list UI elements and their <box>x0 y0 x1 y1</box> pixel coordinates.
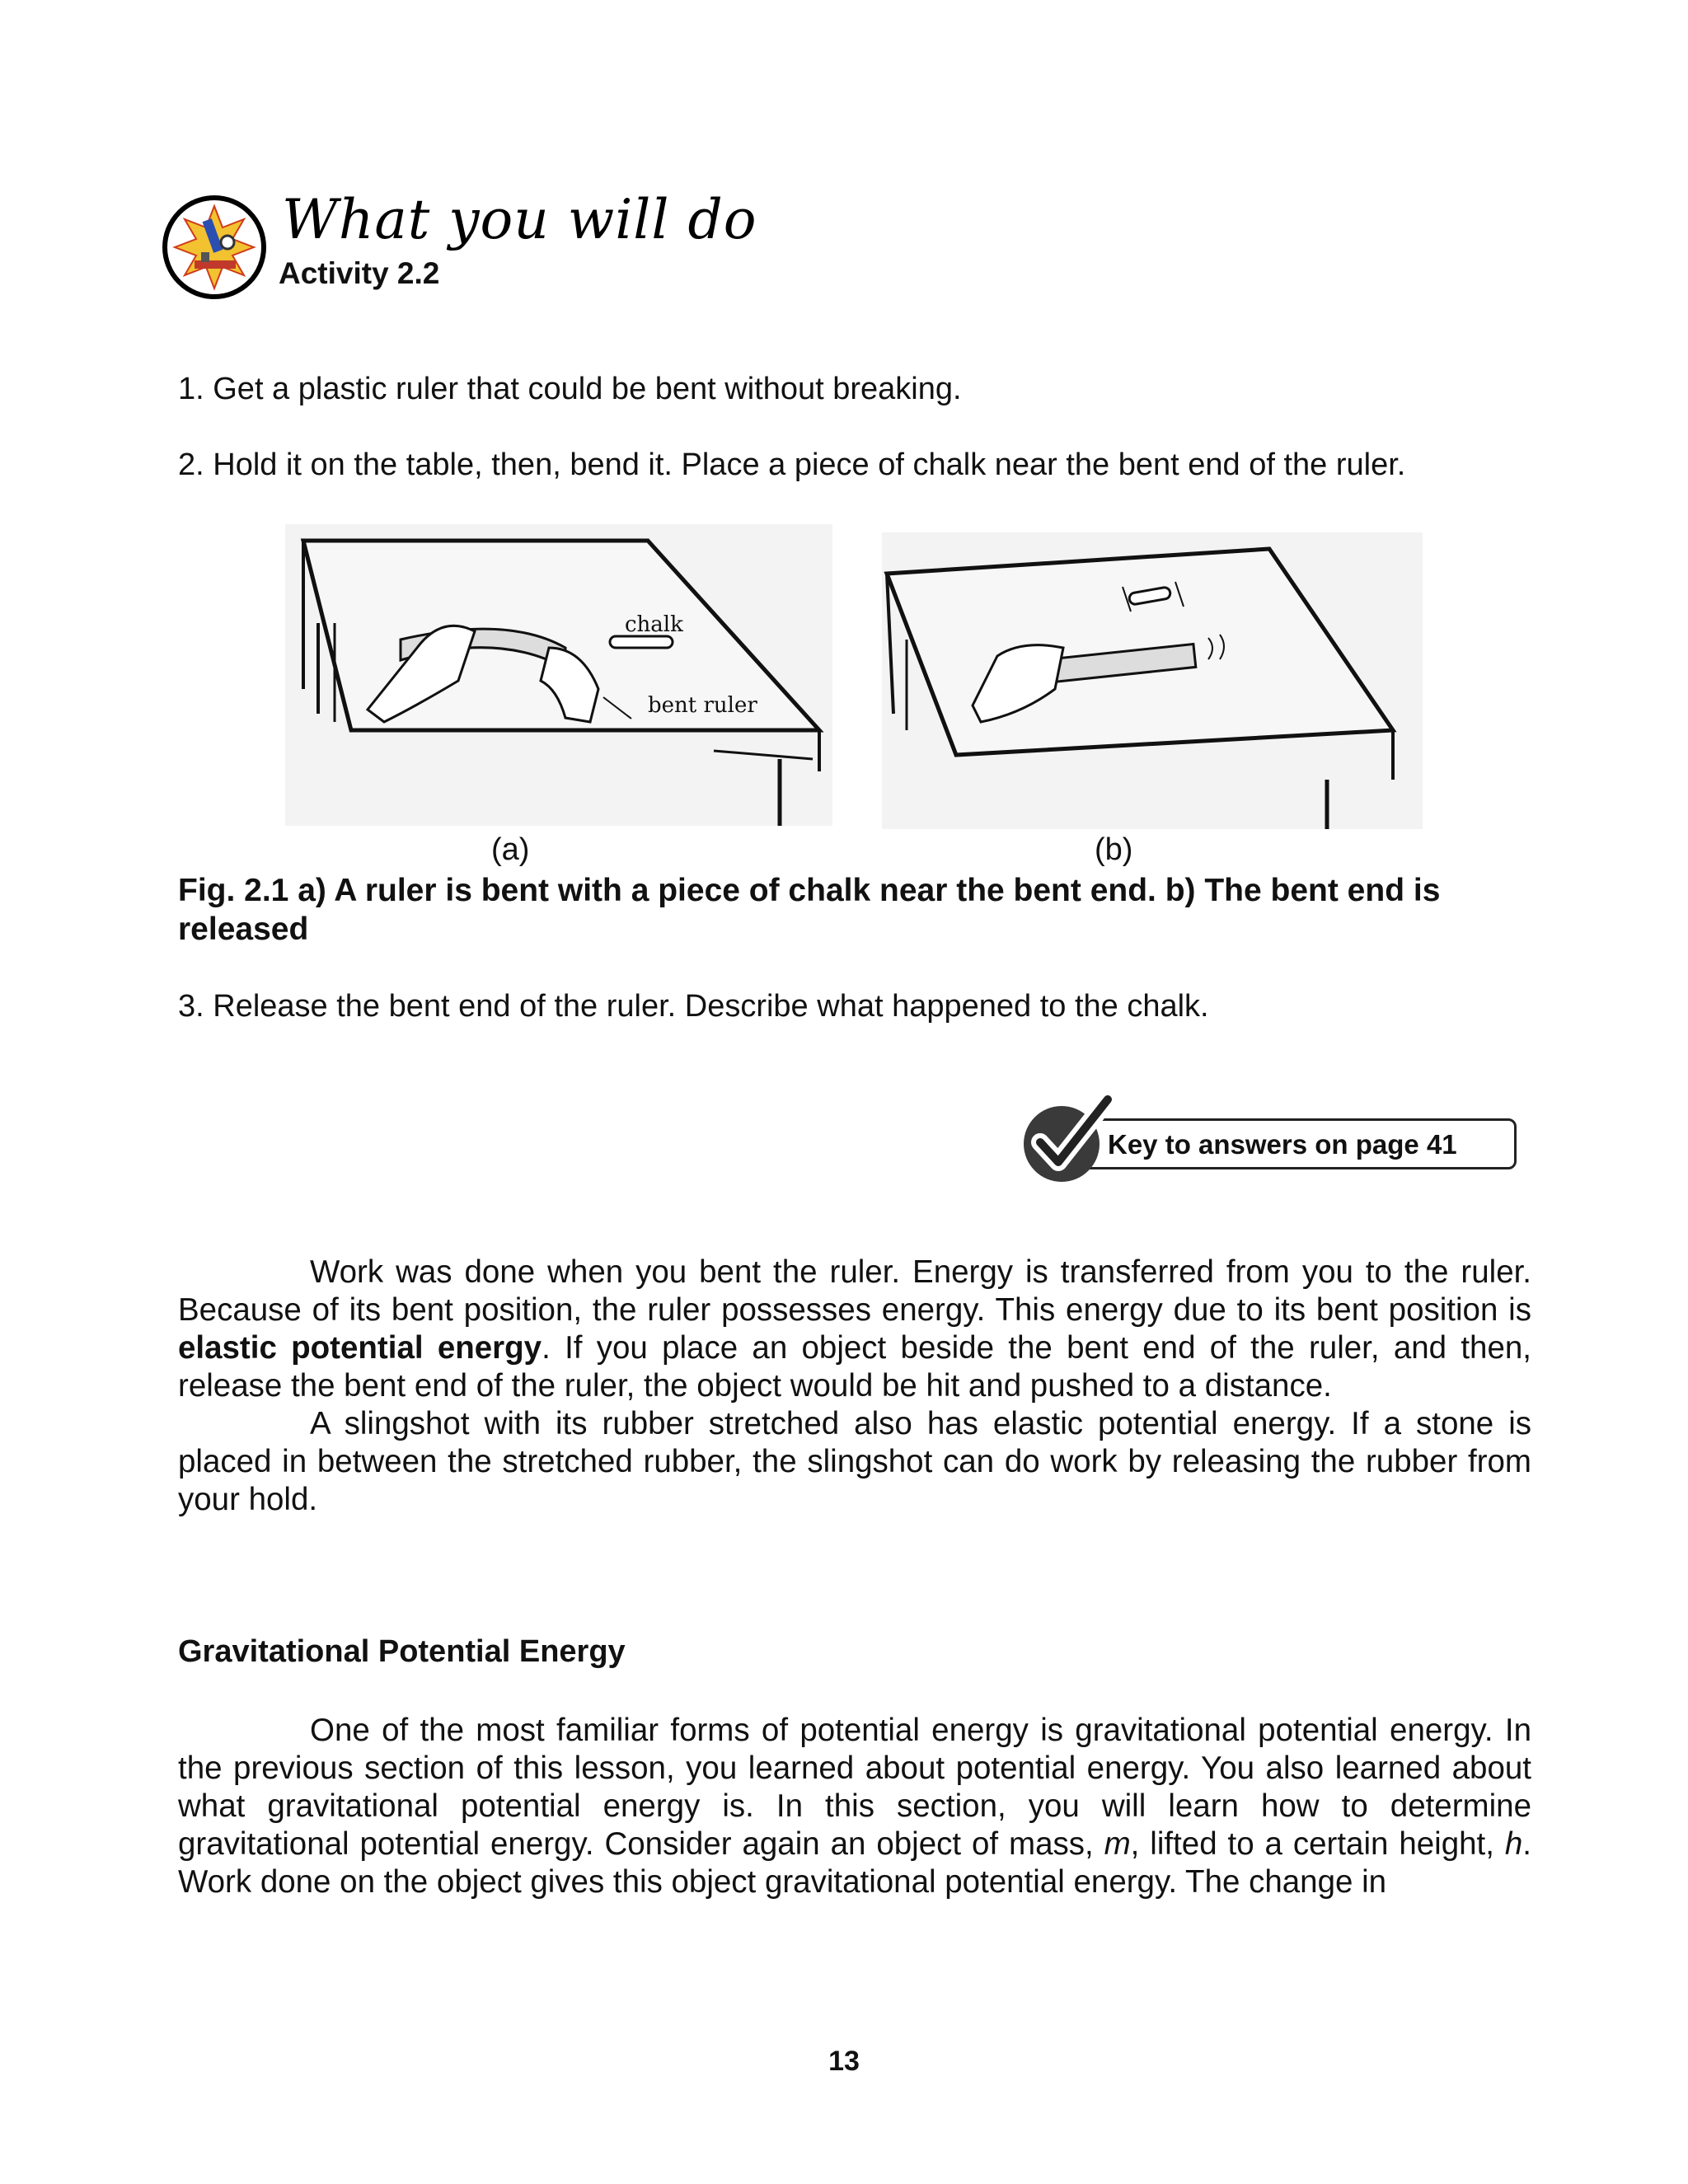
figure-caption: Fig. 2.1 a) A ruler is bent with a piece of chalk near the bent end. b) The bent end is released <box>178 873 1441 947</box>
figure-a-label: (a) <box>491 832 530 867</box>
paragraph-text: Work was done when you bent the ruler. Energy is transferred from you to the ruler. Because of its bent position, the ruler possesses energy. This energy due to its bent position is <box>178 1254 1531 1328</box>
microscope-badge-icon <box>162 194 267 300</box>
bent-ruler-label: bent ruler <box>648 693 757 718</box>
body-text-elastic <box>178 1254 1531 1519</box>
answer-key-text: Key to answers on page 41 <box>1108 1129 1457 1160</box>
figure-a-illustration <box>285 524 832 826</box>
checkmark-icon <box>1019 1088 1118 1187</box>
paragraph-text: One of the most familiar forms of potential energy is gravitational potential energy. In the previous section of this lesson, you learned about potential energy. You also learned about what gravitational potential energy is. In this section, you will learn how to determine gravitational potential energy. Consider again an object of mass, <box>178 1713 1531 1862</box>
paragraph-text: , lifted to a certain height, <box>1130 1826 1505 1862</box>
paragraph-slingshot: A slingshot with its rubber stretched also has elastic potential energy. If a stone is placed in between the stretched rubber, the slingshot can do work by releasing the rubber from your hold. <box>178 1406 1531 1517</box>
chalk-label: chalk <box>625 612 683 637</box>
term-elastic-potential-energy: elastic potential energy <box>178 1330 542 1366</box>
section-title: What you will do <box>282 188 757 251</box>
paragraph-gravitational <box>178 1712 1531 1901</box>
paragraph-text: . If you place an object beside the bent end of the ruler, and then, release the bent end of the ruler, the object would be hit and pushed to a distance. <box>178 1330 1531 1404</box>
body-text-gravitational <box>178 1712 1531 1901</box>
paragraph-text: . Work done on the object gives this object gravitational potential energy. The change in <box>178 1826 1531 1900</box>
figure-b-illustration <box>882 532 1423 829</box>
section-heading: Gravitational Potential Energy <box>178 1634 626 1669</box>
variable-h: h <box>1504 1826 1523 1862</box>
page-number: 13 <box>828 2046 860 2077</box>
paragraph-elastic <box>178 1254 1531 1405</box>
step-3: 3. Release the bent end of the ruler. Describe what happened to the chalk. <box>178 989 1209 1024</box>
variable-m: m <box>1104 1826 1131 1862</box>
step-2: 2. Hold it on the table, then, bend it. Place a piece of chalk near the bent end of the ruler. <box>178 448 1406 482</box>
activity-label: Activity 2.2 <box>279 256 440 290</box>
figure-b-label: (b) <box>1095 832 1133 867</box>
step-1: 1. Get a plastic ruler that could be bent without breaking. <box>178 372 962 406</box>
